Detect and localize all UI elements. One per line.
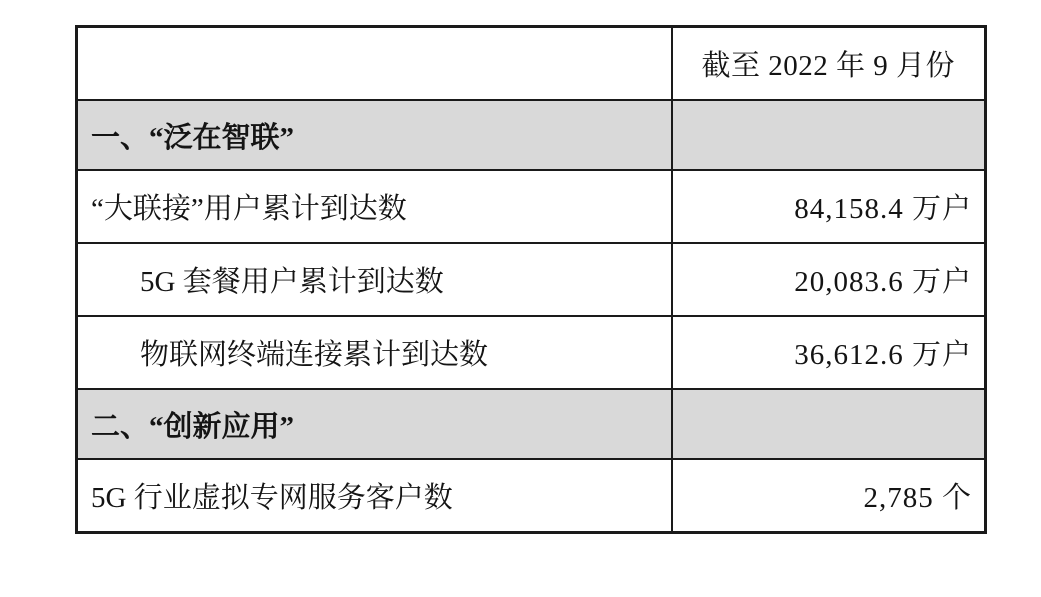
table-row-iot-terminal-connections [77, 316, 986, 389]
row-label: 5G 行业虚拟专网服务客户数 [77, 459, 672, 533]
section-row-ubiquitous-connectivity [77, 100, 986, 170]
row-value: 84,158.4 万户 [672, 170, 986, 243]
row-label: 5G 套餐用户累计到达数 [77, 243, 672, 316]
table-header-row [77, 27, 986, 101]
header-period-cell: 截至 2022 年 9 月份 [672, 27, 986, 101]
section-row-innovative-applications [77, 389, 986, 459]
header-empty-cell [77, 27, 672, 101]
row-value: 36,612.6 万户 [672, 316, 986, 389]
section-title: 二、“创新应用” [77, 389, 672, 459]
statistics-table [75, 25, 987, 534]
table-row-big-connection-users [77, 170, 986, 243]
row-value: 2,785 个 [672, 459, 986, 533]
table-row-5g-private-network-customers [77, 459, 986, 533]
section-empty-value [672, 389, 986, 459]
row-label: “大联接”用户累计到达数 [77, 170, 672, 243]
section-title: 一、“泛在智联” [77, 100, 672, 170]
row-label: 物联网终端连接累计到达数 [77, 316, 672, 389]
section-empty-value [672, 100, 986, 170]
row-value: 20,083.6 万户 [672, 243, 986, 316]
table-row-5g-package-users [77, 243, 986, 316]
